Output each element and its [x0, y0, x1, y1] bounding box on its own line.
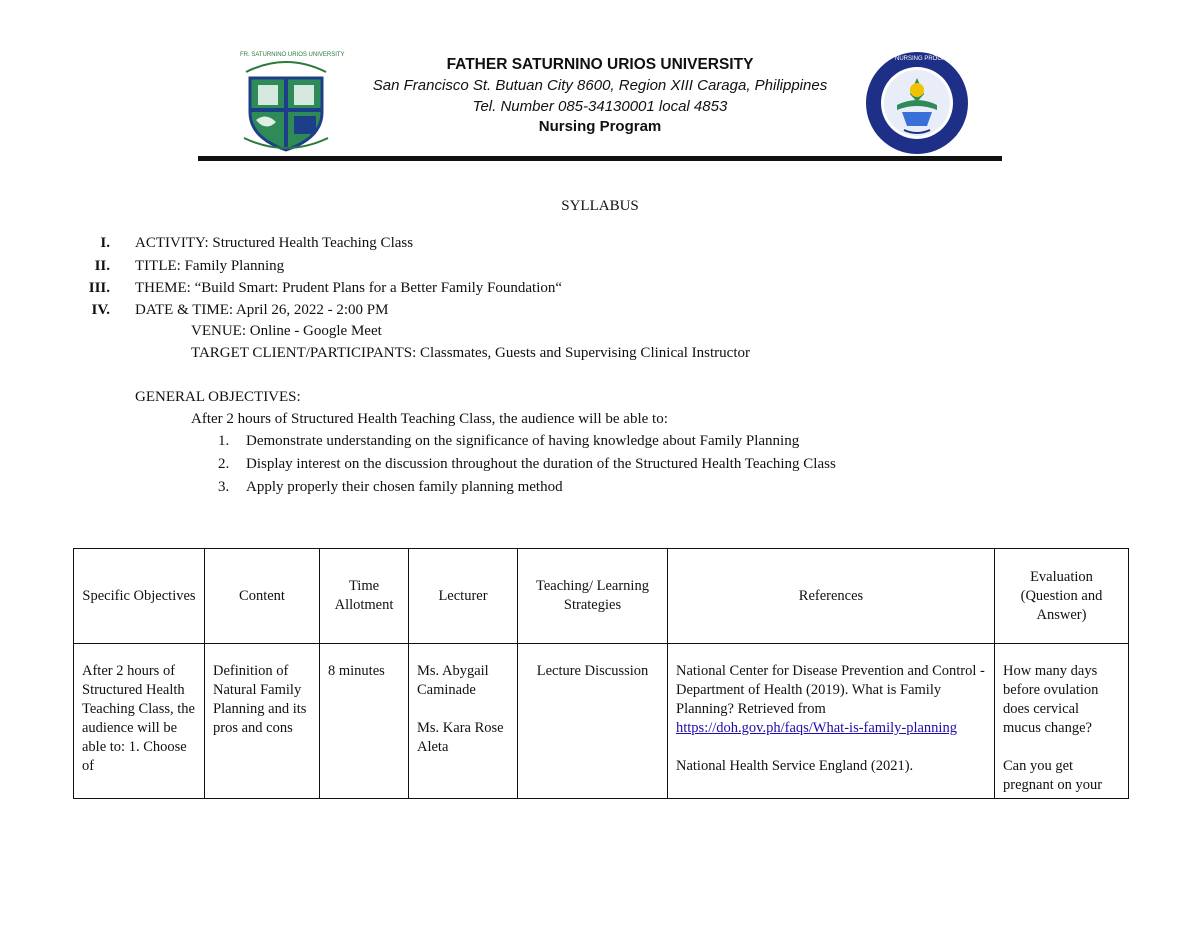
item-num: II. — [94, 258, 110, 274]
general-objectives-intro: After 2 hours of Structured Health Teaching Class, the audience will be able to: — [191, 411, 668, 427]
col-header-lecturer: Lecturer — [409, 549, 518, 644]
cell-strategy-text: Lecture Discussion — [536, 663, 649, 679]
col-header-content: Content — [205, 549, 320, 644]
university-name: FATHER SATURNINO URIOS UNIVERSITY — [446, 56, 754, 73]
item-activity: ACTIVITY: Structured Health Teaching Class — [135, 235, 414, 251]
objective-num: 3. — [218, 479, 230, 495]
target-participants: TARGET CLIENT/PARTICIPANTS: Classmates, Guests and Supervising Clinical Instructor — [191, 345, 750, 361]
university-tel: Tel. Number 085-34130001 local 4853 — [472, 98, 728, 115]
col-header-references: References — [668, 549, 995, 644]
program-name: Nursing Program — [538, 118, 662, 135]
table-row — [74, 644, 1129, 799]
objective-item: Display interest on the discussion throughout the duration of the Structured Health Teaching Class — [246, 456, 836, 472]
item-theme: THEME: “Build Smart: Prudent Plans for a Better Family Foundation“ — [135, 280, 563, 296]
lecturer-name: Ms. Kara Rose Aleta — [417, 720, 504, 755]
cell-lecturer — [409, 644, 518, 799]
lecturer-name: Ms. Abygail Caminade — [417, 663, 489, 698]
reference-text: National Health Service England (2021). — [676, 758, 914, 774]
item-title: TITLE: Family Planning — [135, 258, 285, 274]
cell-strategy — [518, 644, 668, 799]
item-num: III. — [88, 280, 110, 296]
col-header-strategies: Teaching/ Learning Strategies — [518, 549, 668, 644]
cell-content — [205, 644, 320, 799]
cell-evaluation — [995, 644, 1129, 799]
syllabus-table — [73, 548, 1129, 799]
item-date-time: DATE & TIME: April 26, 2022 - 2:00 PM — [135, 302, 389, 318]
objective-num: 1. — [218, 433, 230, 449]
header-divider — [198, 156, 1002, 161]
reference-link[interactable]: https://doh.gov.ph/faqs/What-is-family-planning — [676, 720, 957, 736]
university-address: San Francisco St. Butuan City 8600, Region XIII Caraga, Philippines — [372, 77, 828, 94]
general-objectives-label: GENERAL OBJECTIVES: — [135, 389, 301, 405]
evaluation-question: Can you get pregnant on your — [1003, 758, 1103, 793]
venue: VENUE: Online - Google Meet — [191, 323, 382, 339]
left-logo-caption: FR. SATURNINO URIOS UNIVERSITY — [240, 52, 345, 58]
reference-text: National Center for Disease Prevention and Control - Department of Health (2019). What is Family Planning? Retrieved from — [676, 663, 985, 717]
cell-content-text: Definition of Natural Family Planning and its pros and cons — [213, 663, 307, 736]
col-header-objectives: Specific Objectives — [74, 549, 205, 644]
col-header-time: Time Allotment — [320, 549, 409, 644]
cell-references — [668, 644, 995, 799]
cell-time — [320, 644, 409, 799]
objective-item: Demonstrate understanding on the significance of having knowledge about Family Planning — [246, 433, 800, 449]
objective-num: 2. — [218, 456, 230, 472]
objective-item: Apply properly their chosen family planning method — [246, 479, 563, 495]
item-num: IV. — [91, 302, 110, 318]
cell-objectives — [74, 644, 205, 799]
evaluation-question: How many days before ovulation does cervical mucus change? — [1003, 663, 1099, 736]
table-header-row — [74, 549, 1129, 644]
cell-time-text: 8 minutes — [328, 663, 385, 679]
item-num: I. — [100, 235, 110, 251]
col-header-evaluation: Evaluation (Question and Answer) — [995, 549, 1129, 644]
cell-objectives-text: After 2 hours of Structured Health Teaching Class, the audience will be able to: 1. Choose of — [82, 663, 195, 774]
right-logo-caption: NURSING PROGRAM — [895, 56, 956, 62]
syllabus-heading: SYLLABUS — [561, 198, 639, 214]
